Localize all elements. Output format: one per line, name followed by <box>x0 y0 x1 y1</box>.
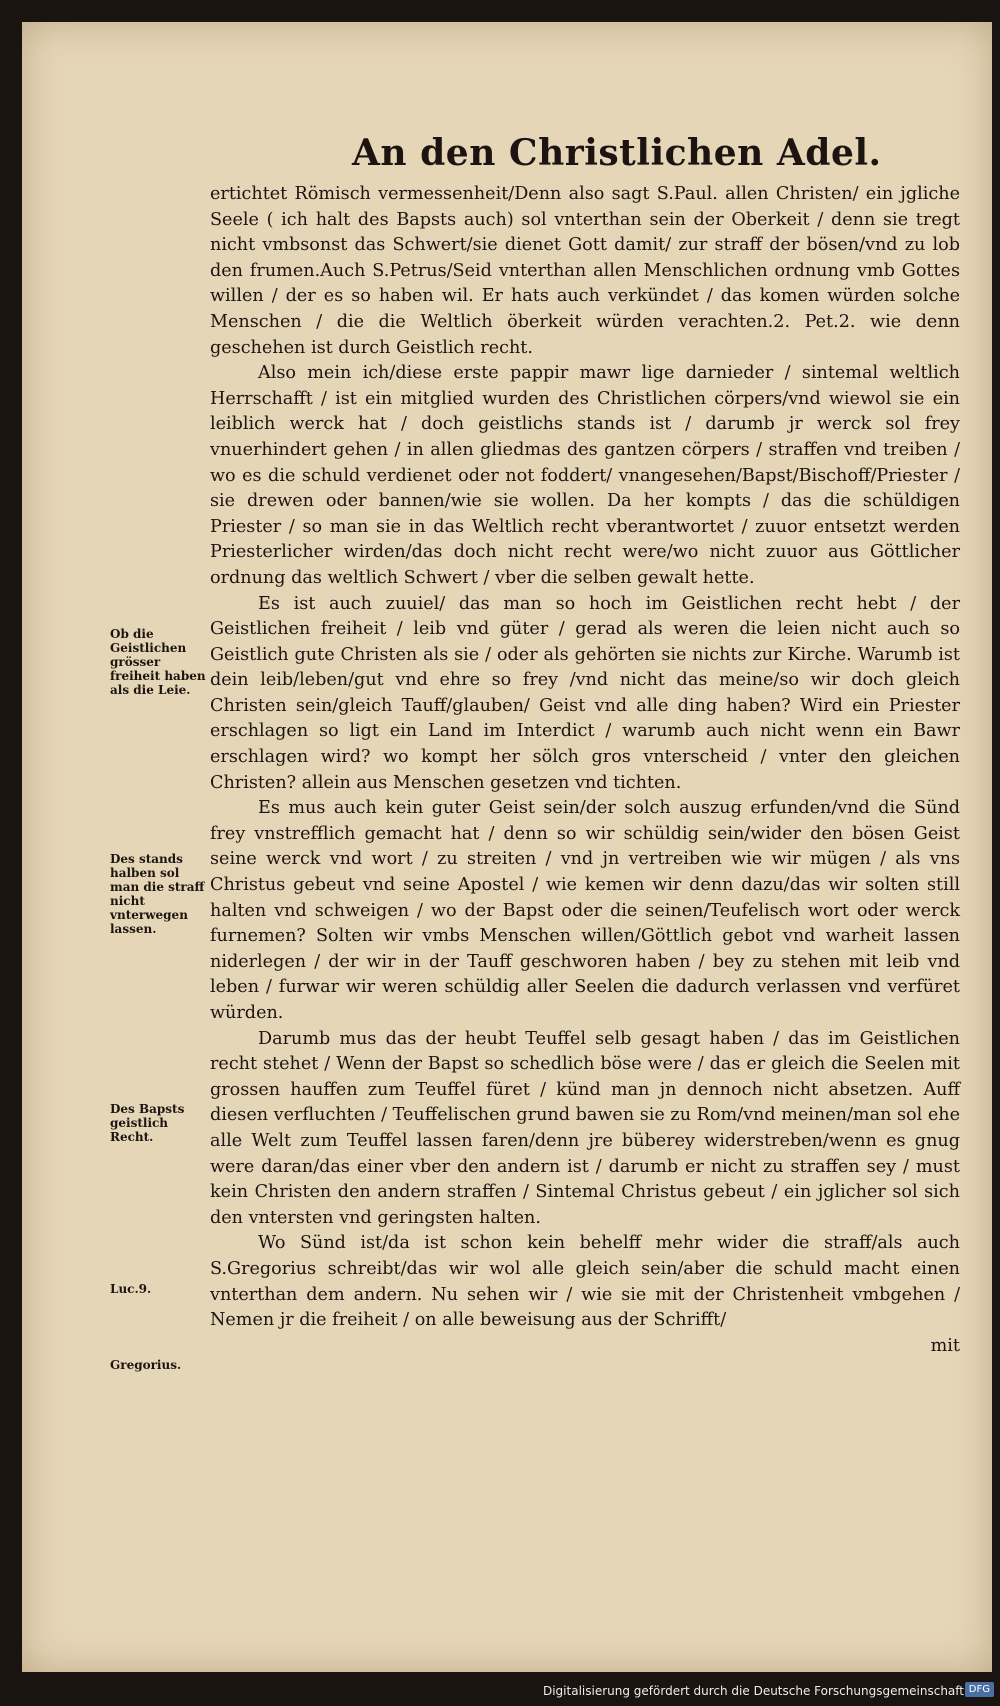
margin-note-1: Ob die Geistlichen grösser freiheit haben als die Leie. <box>110 627 206 697</box>
book-page <box>22 22 992 1672</box>
margin-note-4: Luc.9. <box>110 1282 152 1296</box>
body-text <box>210 182 960 1359</box>
paragraph-2: Also mein ich/diese erste pappir mawr lige darnieder / sintemal weltlich Herrschafft / ist ein mitglied wurden des Christlichen cörpers/vnd wiewol sie ein leiblich werck hat / doch geistlichs stands ist / darumb jr werck sol frey vnuerhindert gehen / in allen gliedmas des gantzen cörpers / straffen vnd treiben / wo es die schuld verdienet oder not foddert/ vnangesehen/Bapst/Bischoff/Priester / sie drewen oder bannen/wie sie wollen. Da her kompts / das die schüldigen Priester / so man sie in das Weltlich recht vberantwortet / zuuor entsetzt werden Priesterlicher wirden/das doch nicht recht were/wo nicht zuuor aus Göttlicher ordnung das weltlich Schwert / vber die selben gewalt hette. <box>210 363 960 588</box>
dfg-logo: DFG <box>965 1682 994 1697</box>
paragraph-4: Es mus auch kein guter Geist sein/der solch auszug erfunden/vnd die Sünd frey vnstrefflich gemacht hat / denn so wir schüldig sein/wider den bösen Geist seine werck vnd wort / zu streiten / vnd jn vertreiben wie wir mügen / als vns Christus gebeut vnd seine Apostel / wie kemen wir denn dazu/das wir solten still halten vnd schweigen / wo der Bapst oder die seinen/Teufelisch wort oder werck furnemen? Solten wir vmbs Menschen willen/Göttlich gebot vnd warheit lassen niderlegen / der wir in der Tauff geschworen haben / bey zu stehen mit leib vnd leben / furwar wir weren schüldig aller Seelen die dadurch verlassen vnd verfüret würden. <box>210 798 960 1023</box>
paragraph-6: Wo Sünd ist/da ist schon kein behelff mehr wider die straff/als auch S.Gregorius schreibt/das wir wol alle gleich sein/aber die schuld macht einen vnterthan dem andern. Nu sehen wir / wie sie mit der Christenheit vmbgehen / Nemen jr die freiheit / on alle beweisung aus der Schrifft/ <box>210 1233 960 1331</box>
paragraph-5: Darumb mus das der heubt Teuffel selb gesagt haben / das im Geistlichen recht stehet / Wenn der Bapst so schedlich böse were / das er gleich die Seelen mit grossen hauffen zum Teuffel füret / künd man jn dennoch nicht absetzen. Auff diesen verfluchten / Teuffelischen grund bawen sie zu Rom/vnd meinen/man sol ehe alle Welt zum Teuffel lassen faren/denn jre büberey widerstreben/wenn es gnug were daran/das einer vber den andern ist / darumb er nicht zu straffen sey / must kein Christen den andern straffen / Sintemal Christus gebeut / ein jglicher sol sich den vntersten vnd geringsten halten. <box>210 1028 961 1228</box>
footer-bar <box>0 1678 1000 1706</box>
paragraph-1: ertichtet Römisch vermessenheit/Denn also sagt S.Paul. allen Christen/ ein jgliche Seele ( ich halt des Bapsts auch) sol vnterthan sein der Oberkeit / denn sie tregt nicht vmbsonst das Schwert/sie dienet Gott damit/ zur straff der bösen/vnd zu lob den frumen.Auch S.Petrus/Seid vnterthan allen Menschlichen ordnung vmb Gottes willen / der es so haben wil. Er hats auch verkündet / das komen würden solche Menschen / die die Weltlich öberkeit würden verachten.2. Pet.2. wie denn geschehen ist durch Geistlich recht. <box>210 184 960 358</box>
footer-credit: Digitalisierung gefördert durch die Deutsche Forschungsgemeinschaft <box>542 1684 964 1698</box>
margin-note-5: Gregorius. <box>110 1358 182 1372</box>
page-heading: An den Christlichen Adel. <box>352 132 882 174</box>
paragraph-3: Es ist auch zuuiel/ das man so hoch im Geistlichen recht hebt / der Geistlichen freiheit / leib vnd güter / gerad als weren die leien nicht auch so Geistlich gute Christen als sie / oder als gehörten sie nichts zur Kirche. Warumb ist dein leib/leben/gut vnd ehre so frey /vnd nicht das meine/so wir doch gleich Christen sein/gleich Tauff/glauben/ Geist vnd alle ding haben? Wird ein Priester erschlagen so ligt ein Land im Interdict / warumb auch nicht wenn ein Bawr erschlagen wird? wo kompt her sölch gros vnterscheid / vnter den gleichen Christen? allein aus Menschen gesetzen vnd tichten. <box>210 593 960 793</box>
margin-note-3: Des Bapsts geistlich Recht. <box>110 1102 185 1144</box>
catchword: mit <box>930 1335 960 1356</box>
margin-note-2: Des stands halben sol man die straff nicht vnterwegen lassen. <box>110 852 205 936</box>
